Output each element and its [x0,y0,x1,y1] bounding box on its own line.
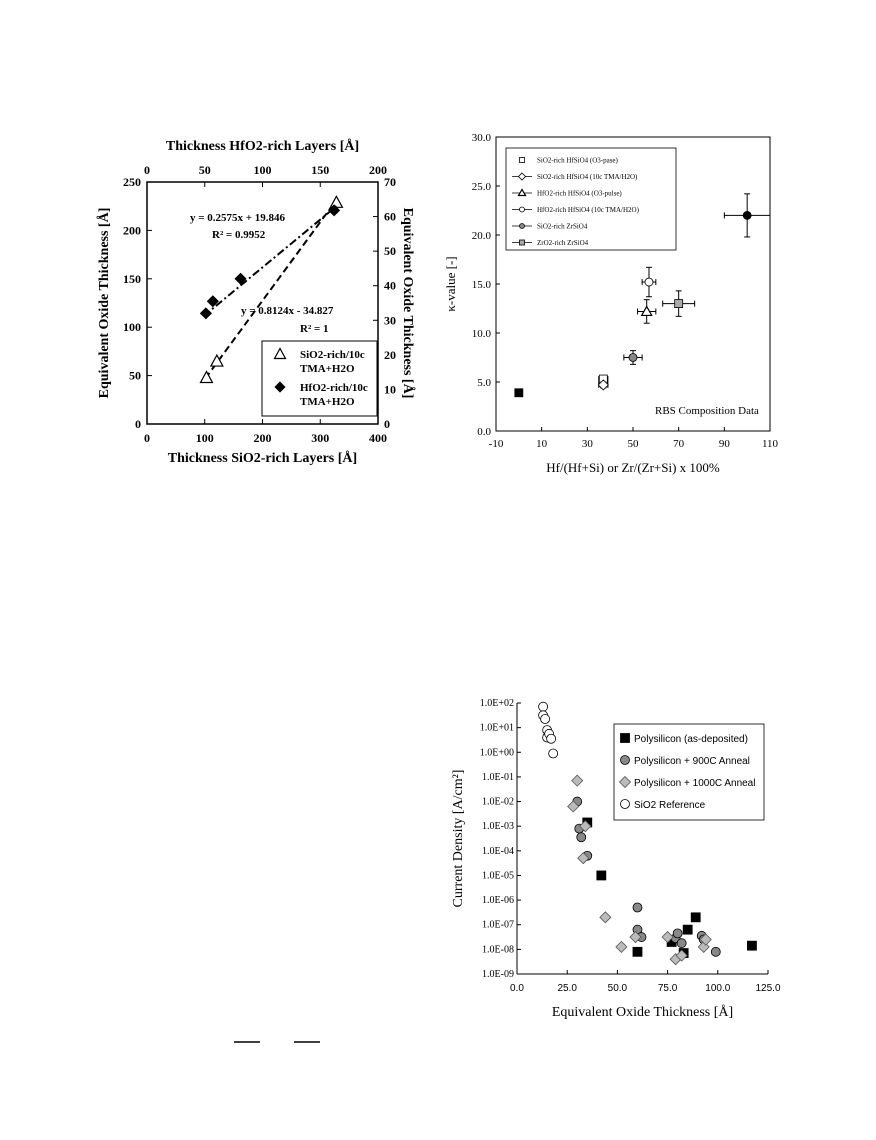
y-left-tick-label: 250 [123,175,141,189]
legend-label: HfO2-rich HfSiO4 (10c TMA/H2O) [537,206,639,214]
x-bottom-tick-label: 100 [195,431,214,445]
y-left-axis-label: Equivalent Oxide Thickness [Å] [97,207,112,399]
x-tick-label: 25.0 [557,983,577,994]
x-top-axis-label: Thickness HfO2-rich Layers [Å] [165,139,360,154]
x-tick-label: 125.0 [755,983,781,994]
y-tick-label: 1.0E-01 [482,771,514,783]
y-left-tick-label: 200 [123,223,141,238]
legend-label: SiO2-rich ZrSiO4 [537,222,588,231]
x-tick-label: -10 [488,438,504,450]
y-tick-label: 15.0 [471,279,491,291]
x-tick-label: 90 [718,438,730,450]
y-right-tick-label: 50 [384,244,396,259]
y-tick-label: 1.0E-09 [482,969,514,980]
x-top-tick-label: 0 [144,163,150,177]
x-tick-label: 10 [536,438,548,450]
legend-label: HfO2-rich HfSiO4 (O3-pulse) [537,189,622,198]
x-top-tick-label: 50 [198,163,211,177]
rbs-annotation: RBS Composition Data [655,405,759,417]
y-right-tick-label: 60 [384,209,396,224]
fit-equation-hfo2: y = 0.2575x + 19.846 [190,212,286,224]
x-tick-label: 70 [673,438,685,450]
x-tick-label: 75.0 [657,983,678,994]
fit-r2-sio2: R² = 1 [300,323,329,335]
y-tick-label: 1.0E-05 [482,870,514,882]
legend-label-hfo2-line2: TMA+H2O [300,396,355,408]
y-left-tick-label: 100 [123,320,141,335]
y-tick-label: 30.0 [471,132,491,144]
legend-label: Polysilicon + 1000C Anneal [634,778,756,789]
y-tick-label: 10.0 [471,328,491,340]
x-top-tick-label: 150 [311,163,330,177]
y-right-tick-label: 20 [384,347,396,362]
x-tick-label: 100.0 [705,983,731,994]
y-tick-label: 1.0E-03 [482,821,514,833]
x-tick-label: 50 [627,438,639,450]
y-tick-label: 1.0E-02 [482,796,514,808]
legend-label-sio2-line1: SiO2-rich/10c [300,349,365,361]
x-tick-label: 0.0 [510,983,524,994]
y-left-tick-label: 150 [123,271,141,286]
x-bottom-tick-label: 0 [144,431,150,445]
x-bottom-tick-label: 400 [369,431,387,445]
x-axis-label: Equivalent Oxide Thickness [Å] [551,1005,734,1020]
y-tick-label: 1.0E+00 [479,747,514,759]
y-axis-label: κ-value [-] [443,256,458,312]
legend-label: SiO2 Reference [634,800,706,811]
x-top-tick-label: 100 [253,163,272,177]
y-tick-label: 1.0E-07 [482,919,514,931]
x-top-tick-label: 200 [369,163,387,177]
legend-label: ZrO2-rich ZrSiO4 [537,239,589,247]
legend-label: SiO2-rich HfSiO4 (10c TMA/H2O) [537,173,638,181]
y-right-tick-label: 30 [384,313,396,328]
fit-r2-hfo2: R² = 0.9952 [212,229,266,241]
y-left-tick-label: 0 [135,417,141,431]
legend-label-sio2-line2: TMA+H2O [300,363,355,375]
y-left-tick-label: 50 [129,368,141,383]
x-bottom-axis-label: Thickness SiO2-rich Layers [Å] [167,451,358,466]
y-tick-label: 1.0E+01 [479,722,514,734]
x-tick-label: 50.0 [607,983,628,994]
y-tick-label: 1.0E-08 [482,944,514,956]
legend-label: Polysilicon (as-deposited) [634,734,748,745]
x-bottom-tick-label: 200 [253,431,272,445]
legend-label: Polysilicon + 900C Anneal [634,756,750,767]
y-tick-label: 0.0 [477,426,491,438]
x-bottom-tick-label: 300 [311,431,330,445]
x-tick-label: 30 [581,438,593,450]
x-axis-label: Hf/(Hf+Si) or Zr/(Zr+Si) x 100% [546,460,720,475]
y-tick-label: 20.0 [471,230,491,242]
y-tick-label: 1.0E+02 [479,698,514,709]
y-tick-label: 25.0 [471,181,491,193]
legend-label: SiO2-rich HfSiO4 (O3-pase) [537,156,618,165]
y-right-tick-label: 40 [384,278,396,293]
y-right-tick-label: 10 [384,382,396,397]
y-tick-label: 5.0 [477,377,491,389]
x-tick-label: 110 [761,438,779,450]
y-right-axis-label: Equivalent Oxide Thickness [Å] [400,207,415,399]
y-axis-label: Current Density [A/cm²] [451,769,466,908]
y-tick-label: 1.0E-06 [482,895,514,907]
y-right-tick-label: 70 [384,175,396,189]
y-tick-label: 1.0E-04 [482,845,514,857]
fit-equation-sio2: y = 0.8124x - 34.827 [241,305,334,317]
y-right-tick-label: 0 [384,417,390,431]
legend-label-hfo2-line1: HfO2-rich/10c [300,382,368,394]
